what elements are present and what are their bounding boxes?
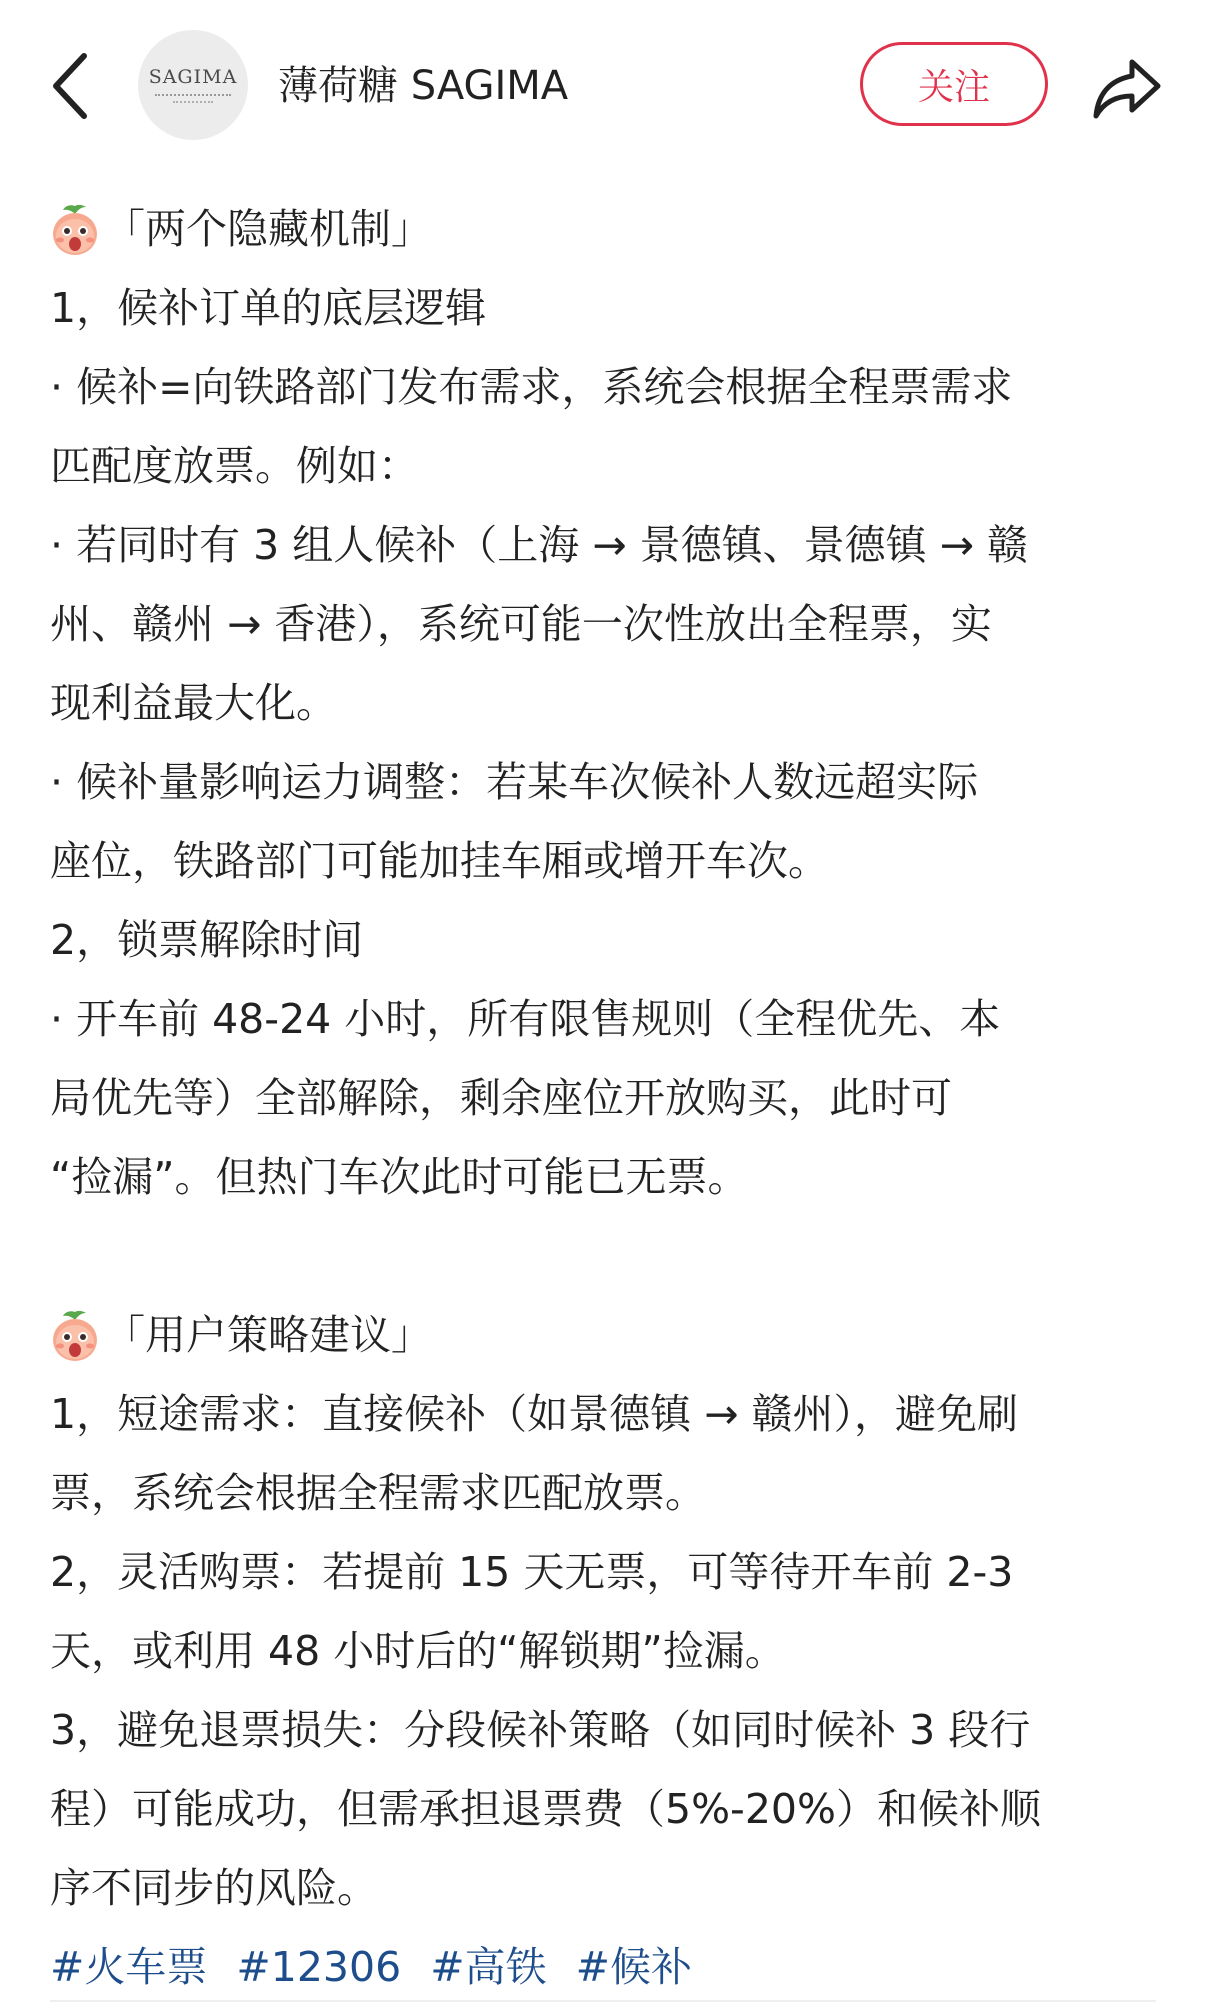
text-line: 现利益最大化。 [50,679,337,727]
text-line: · 开车前 48-24 小时，所有限售规则（全程优先、本 [50,995,1001,1043]
avatar-tagline-2 [173,101,213,104]
section-heading [50,190,1170,269]
text-line: 天，或利用 48 小时后的“解锁期”捡漏。 [50,1627,786,1675]
share-button[interactable] [1086,48,1166,128]
text-line: 1，短途需求：直接候补（如景德镇 → 赣州），避免刷 [50,1390,1019,1438]
back-button[interactable] [40,46,104,126]
follow-button[interactable]: 关注 [860,42,1048,126]
text-line: · 候补量影响运力调整：若某车次候补人数远超实际 [50,758,979,806]
blank-line [50,1217,1170,1296]
text-line: 票，系统会根据全程需求匹配放票。 [50,1469,706,1517]
text-line: · 候补=向铁路部门发布需求，系统会根据全程票需求 [50,363,1013,411]
post-body [50,190,1170,2007]
divider [50,2000,1156,2002]
chevron-left-icon [40,46,104,126]
peach-face-emoji-icon [50,202,100,258]
hashtag-row [50,1928,1170,2007]
text-line: 2，锁票解除时间 [50,916,364,964]
text-line: 座位，铁路部门可能加挂车厢或增开车次。 [50,837,829,885]
hashtag-link[interactable]: #高铁 [430,1943,547,1991]
text-line: · 若同时有 3 组人候补（上海 → 景德镇、景德镇 → 赣 [50,521,1029,569]
text-line: 局优先等）全部解除，剩余座位开放购买，此时可 [50,1074,952,1122]
text-line: 3，避免退票损失：分段候补策略（如同时候补 3 段行 [50,1706,1031,1754]
section-title: 「两个隐藏机制」 [104,205,432,253]
peach-face-emoji-icon [50,1308,100,1364]
top-bar [0,0,1206,170]
share-arrow-icon [1086,48,1166,128]
avatar-logo-text: SAGIMA [148,66,238,88]
text-line: “捡漏”。但热门车次此时可能已无票。 [50,1153,749,1201]
avatar[interactable] [138,30,248,140]
section-heading [50,1296,1170,1375]
text-line: 1，候补订单的底层逻辑 [50,284,487,332]
author-name[interactable]: 薄荷糖 SAGIMA [278,63,569,109]
text-line: 程）可能成功，但需承担退票费（5%-20%）和候补顺 [50,1785,1041,1833]
section-title: 「用户策略建议」 [104,1311,432,1359]
text-line: 2，灵活购票：若提前 15 天无票，可等待开车前 2-3 [50,1548,1014,1596]
text-line: 序不同步的风险。 [50,1864,378,1912]
hashtag-link[interactable]: #火车票 [50,1943,208,1991]
hashtag-link[interactable]: #候补 [575,1943,692,1991]
text-line: 州、赣州 → 香港），系统可能一次性放出全程票，实 [50,600,992,648]
avatar-tagline [155,94,231,97]
text-line: 匹配度放票。例如： [50,442,419,490]
hashtag-link[interactable]: #12306 [236,1943,402,1991]
